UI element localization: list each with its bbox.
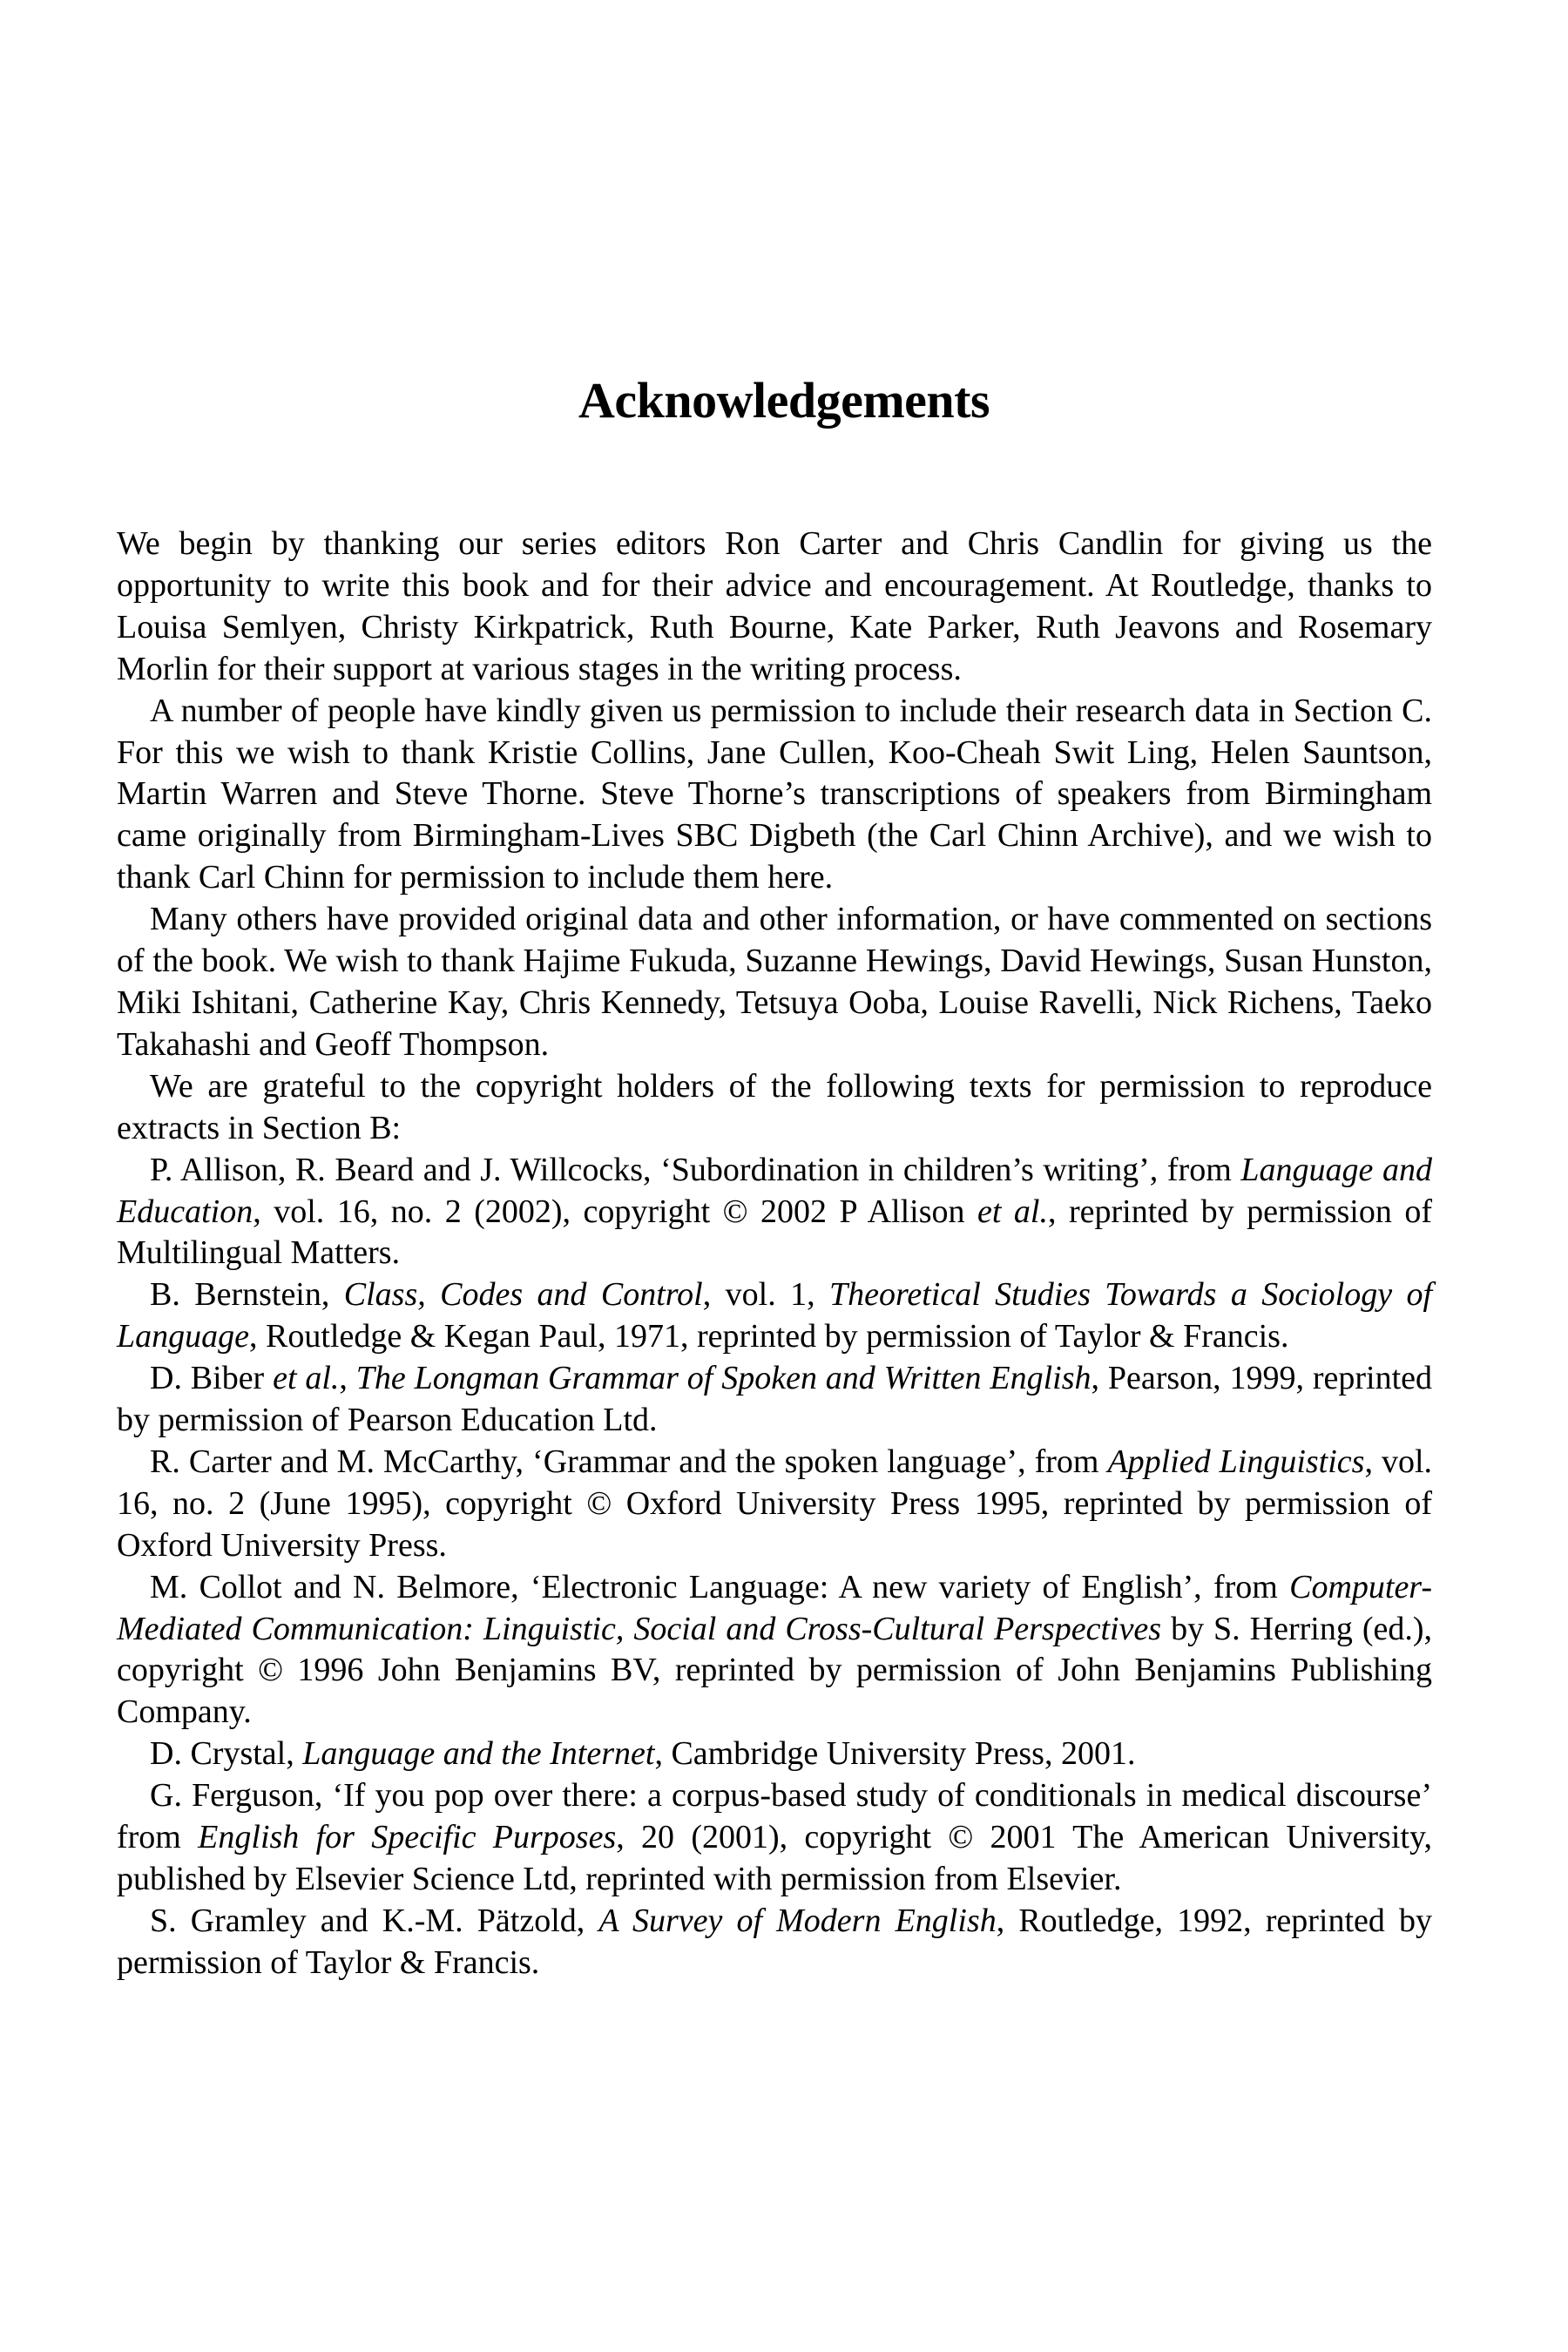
- text-segment: , Cambridge University Press, 2001.: [654, 1735, 1136, 1773]
- italic-title-text: A Survey of Modern English: [598, 1902, 997, 1939]
- italic-title-text: Theoretical Studies Towards a Sociology of Language: [117, 1276, 1433, 1355]
- paragraph: [117, 1567, 1432, 1734]
- italic-title-text: Language and Education: [117, 1151, 1432, 1230]
- paragraph: [117, 524, 1432, 691]
- text-segment: , Pearson, 1999, reprinted by permission of Pearson Education Ltd.: [117, 1360, 1433, 1439]
- text-segment: We begin by thanking our series editors Ron Carter and Chris Candlin for giving us the opportunity to write this book and for their advice and encouragement. At Routledge, thanks to Louisa Semlyen, Christy Kirkpatrick, Ruth Bourne, Kate Parker, Ruth Jeavons and Rosemary Morlin for their support at various stages in the writing process.: [117, 525, 1432, 687]
- italic-title-text: et al.: [273, 1360, 340, 1397]
- paragraph: [117, 1066, 1432, 1150]
- text-segment: ,: [339, 1360, 356, 1397]
- text-segment: D. Crystal,: [150, 1735, 303, 1773]
- text-segment: , vol. 1,: [702, 1276, 829, 1314]
- italic-title-text: et al.: [977, 1193, 1048, 1230]
- text-segment: G. Ferguson, ‘If you pop over there: a corpus-based study of conditionals in medical discourse’ from: [117, 1777, 1432, 1856]
- text-segment: , Routledge & Kegan Paul, 1971, reprinted by permission of Taylor & Francis.: [249, 1318, 1289, 1355]
- italic-title-text: Class, Codes and Control: [343, 1276, 703, 1314]
- italic-title-text: The Longman Grammar of Spoken and Written English: [355, 1360, 1092, 1397]
- paragraph: [117, 1734, 1432, 1775]
- text-segment: B. Bernstein,: [150, 1276, 344, 1314]
- text-segment: M. Collot and N. Belmore, ‘Electronic Language: A new variety of English’, from: [150, 1568, 1290, 1605]
- text-segment: by S. Herring (ed.), copyright © 1996 John Benjamins BV, reprinted by permission of John Benjamins Publishing Company.: [117, 1610, 1432, 1731]
- text-segment: , 20 (2001), copyright © 2001 The American University, published by Elsevier Science Ltd, reprinted with permission from Elsevier.: [117, 1819, 1432, 1897]
- page-title: Acknowledgements: [578, 372, 990, 429]
- italic-title-text: Language and the Internet: [302, 1735, 655, 1773]
- paragraph: [117, 1274, 1432, 1358]
- text-segment: A number of people have kindly given us permission to include their research data in Section C. For this we wish to thank Kristie Collins, Jane Cullen, Koo-Cheah Swit Ling, Helen Sauntson, Martin Warren and Steve Thorne. Steve Thorne’s transcriptions of speakers from Birmingham came originally from Birmingham-Lives SBC Digbeth (the Carl Chinn Archive), and we wish to thank Carl Chinn for permission to include them here.: [117, 692, 1432, 896]
- text-segment: S. Gramley and K.-M. Pätzold,: [150, 1902, 599, 1939]
- paragraph: [117, 1358, 1432, 1442]
- paragraph: [117, 1901, 1432, 1984]
- text-segment: , Routledge, 1992, reprinted by permission of Taylor & Francis.: [117, 1902, 1432, 1981]
- paragraph: [117, 1442, 1432, 1567]
- text-segment: , reprinted by permission of Multilingual Matters.: [117, 1193, 1433, 1272]
- text-segment: D. Biber: [150, 1360, 274, 1397]
- text-segment: Many others have provided original data and other information, or have commented on sections of the book. We wish to thank Hajime Fukuda, Suzanne Hewings, David Hewings, Susan Hunston, Miki Ishitani, Catherine Kay, Chris Kennedy, Tetsuya Ooba, Louise Ravelli, Nick Richens, Taeko Takahashi and Geoff Thompson.: [117, 901, 1432, 1063]
- paragraph: [117, 1150, 1432, 1275]
- acknowledgements-body: [117, 524, 1432, 1984]
- paragraph: [117, 691, 1432, 900]
- text-segment: , vol. 16, no. 2 (June 1995), copyright © Oxford University Press 1995, reprinted by permission of Oxford University Press.: [117, 1443, 1432, 1564]
- italic-title-text: English for Specific Purposes: [198, 1819, 617, 1856]
- text-segment: R. Carter and M. McCarthy, ‘Grammar and the spoken language’, from: [150, 1443, 1108, 1480]
- paragraph: [117, 899, 1432, 1066]
- text-segment: , vol. 16, no. 2 (2002), copyright © 2002 P Allison: [253, 1193, 977, 1230]
- italic-title-text: Computer-Mediated Communication: Linguistic, Social and Cross-Cultural Perspectives: [117, 1568, 1432, 1647]
- paragraph: [117, 1775, 1432, 1901]
- text-segment: We are grateful to the copyright holders of the following texts for permission to reproduce extracts in Section B:: [117, 1067, 1432, 1146]
- text-segment: P. Allison, R. Beard and J. Willcocks, ‘Subordination in children’s writing’, from: [150, 1151, 1241, 1188]
- italic-title-text: Applied Linguistics: [1107, 1443, 1365, 1480]
